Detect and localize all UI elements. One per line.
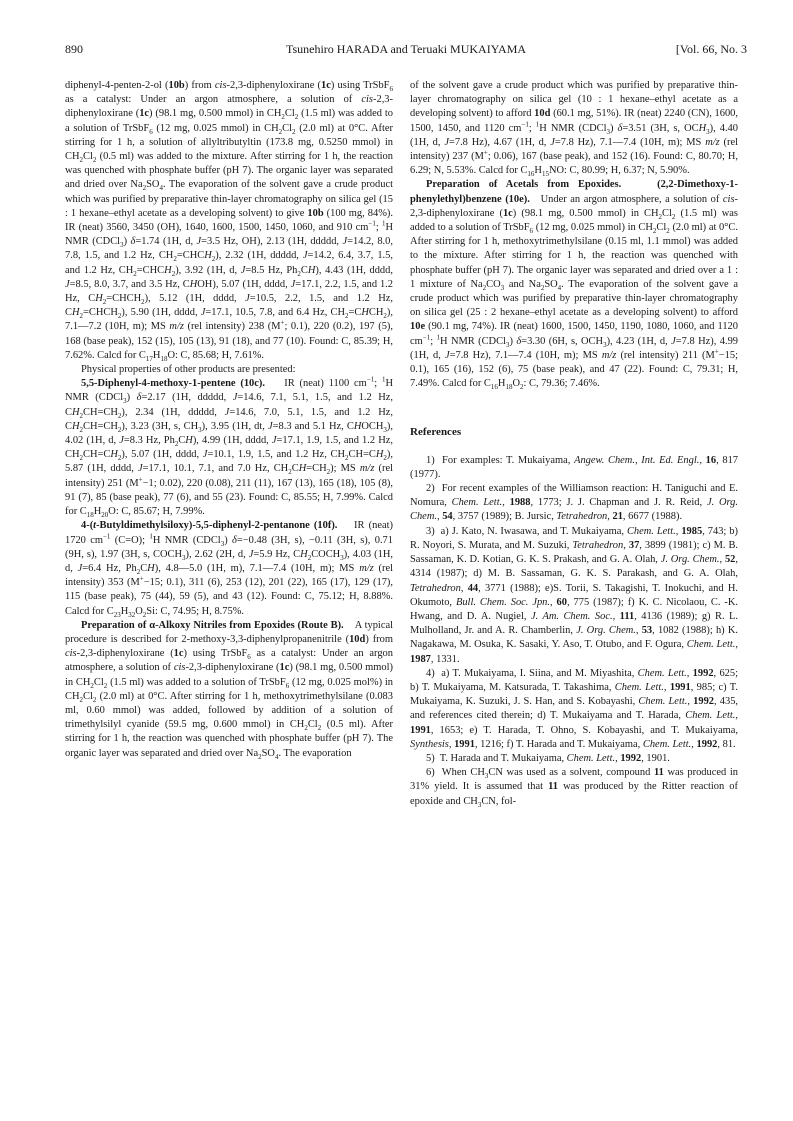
page-number: 890 (65, 42, 83, 56)
body-paragraph: diphenyl-4-penten-2-ol (10b) from cis-2,3-diphenyloxirane (1c) using TrSbF$_6$ as a catalyst: Under an argon atmosphere, a solution of cis-2,3-diphenyloxirane (1c) (98.1 mg, 0.500 mmol) in $CH_2Cl_2$ (1.5 ml) was added to a solution of TrSbF$_6$ (12 mg, 0.025 mmol) in $CH_2Cl_2$ (2.0 ml) at 0°C. After stirring for 1 h, a solution of allyltributyltin (173.8 mg, 0.5250 mmol) in $CH_2Cl_2$ (0.5 ml) was added to the mixture. After stirring for 1 h, the reaction was quenched with phosphate buffer (pH 7). The organic layer was separated and dried over $Na_2SO_4$. The evaporation of the solvent gave a crude product which was purified by preparative thin-layer chromatography on silica gel (15 : 1 hexane–ethyl acetate as a developing solvent) to give 10b (100 mg, 84%). IR (neat) 3560, 3450 (OH), 1640, 1600, 1500, 1450, 1060, and 910 $cm^{-1}$; $^1$H NMR (CDCl$_3$) δ=1.74 (1H, d, J=3.5 Hz, OH), 2.13 (1H, ddddd, J=14.2, 8.0, 7.8, 1.5, and 1.2 Hz, $CH_2=CHCH_2$), 2.32 (1H, ddddd, J=14.2, 6.4, 3.7, 1.5, and 1.2 Hz, $CH_2=CHCH_2$), 3.92 (1H, d, J=8.5 Hz, $Ph_2CH$), 4.43 (1H, dddd, J=8.5, 8.0, 3.7, and 3.5 Hz, CHOH), 5.07 (1H, dddd, J=17.1, 2.2, 1.5, and 1.2 Hz, $CH_2=CHCH_2$), 5.12 (1H, dddd, J=10.5, 2.2, 1.5, and 1.2 Hz, $CH_2=CHCH_2$), 5.90 (1H, dddd, J=17.1, 10.5, 7.8, and 6.4 Hz, $CH_2=CHCH_2$), 7.1—7.2 (10H, m); MS m/z (rel intensity) 238 (M+; 0.1), 220 (0.2), 197 (5), 168 (base peak), 152 (15), 105 (13), 91 (18), and 77 (10). Found: C, 85.39; H, 7.62%. Calcd for $C_{17}H_{18}O$: C, 85.68; H, 7.61%. (65, 80, 393, 363)
body-paragraph: of the solvent gave a crude product which was purified by preparative thin-layer chromatography on silica gel (10 : 1 hexane–ethyl acetate as a developing solvent) to afford 10d (60.1 mg, 51%). IR (neat) 2240 (CN), 1600, 1500, 1450, and 1120 $cm^{-1}$; $^1$H NMR (CDCl$_3$) δ=3.51 (3H, s, $OCH_3$), 4.40 (1H, d, J=7.8 Hz), 4.67 (1H, d, J=7.8 Hz), 7.1—7.4 (10H, m); MS m/z (rel intensity) 237 (M+; 0.06), 167 (base peak), and 152 (16). Found: C, 80.70; H, 6.29; N, 5.53%. Calcd for $C_{16}H_{15}NO$: C, 80.99; H, 6.37; N, 5.90%. (410, 80, 739, 179)
body-paragraph: Preparation of Acetals from Epoxides. (2,2-Dimethoxy-1-phenylethyl)benzene (10e). Under an argon atmosphere, a solution of cis-2,3-diphenyloxirane (1c) (98.1 mg, 0.500 mmol) in $CH_2Cl_2$ (1.5 ml) was added to a solution of TrSbF$_6$ (12 mg, 0.025 mmol) in $CH_2Cl_2$ (2.0 ml) at 0°C. After stirring for 1 h, methoxytrimethylsilane (0.15 ml, 1.1 mmol) was added to the mixture. After stirring for 1 h, the reaction was quenched with phosphate buffer (pH 7). The organic layer was separated and dried over a 1 : 1 mixture of $Na_2CO_3$ and $Na_2SO_4$. The evaporation of the solvent gave a crude product which was purified by preparative thin-layer chromatography on silica gel (25 : 2 hexane–ethyl acetate as a developing solvent) to afford 10e (90.1 mg, 74%). IR (neat) 1600, 1500, 1450, 1190, 1080, 1060, and 1120 $cm^{-1}$; $^1$H NMR (CDCl$_3$) δ=3.30 (6H, s, $OCH_3$), 4.23 (1H, d, J=7.8 Hz), 4.99 (1H, d, J=7.8 Hz), 7.1—7.4 (10H, m); MS m/z (rel intensity) 211 (M+−15; 0.1), 165 (16), 152 (6), 75 (base peak), and 47 (22). Found: C, 79.31; H, 7.49%. Calcd for $C_{16}H_{18}O_2$: C, 79.36; 7.46%. (410, 179, 739, 392)
reference-item: 3) a) J. Kato, N. Iwasawa, and T. Mukaiyama, Chem. Lett., 1985, 743; b) R. Noyori, S. Murata, and M. Suzuki, Tetrahedron, 37, 3899 (1981); c) M. B. Sassaman, K. D. Kotian, G. K. S. Prakash, and G. A. Olah, J. Org. Chem., 52, 4314 (1987); d) M. B. Sassaman, G. K. S. Parakash, and G. A. Olah, Tetrahedron, 44, 3771 (1988); e)S. Torii, S. Takagishi, T. Inokuchi, and H. Okumoto, Bull. Chem. Soc. Jpn., 60, 775 (1987); f) K. C. Nicolaou, C. -K. Hwang, and D. A. Nugiel, J. Am. Chem. Soc., 111, 4136 (1989); g) R. L. Mulholland, Jr. and A. R. Chamberlin, J. Org. Chem., 53, 1082 (1988); h) K. Nagakawa, M. Osuka, K. Sasaki, Y. Aso, T. Otubo, and F. Ogura, Chem. Lett., 1987, 1331. (410, 525, 739, 665)
reference-item: 4) a) T. Mukaiyama, I. Siina, and M. Miyashita, Chem. Lett., 1992, 625; b) T. Mukaiyama, M. Katsurada, T. Takashima, Chem. Lett., 1991, 985; c) T. Mukaiyama, K. Suzuki, J. S. Han, and S. Kobayashi, Chem. Lett., 1992, 435, and references cited therein; d) T. Mukaiyama and T. Harada, Chem. Lett., 1991, 1653; e) T. Harada, T. Ohno, S. Kobayashi, and T. Mukaiyama, Synthesis, 1991, 1216; f) T. Harada and T. Mukaiyama, Chem. Lett., 1992, 81. (410, 667, 739, 750)
running-authors: Tsunehiro HARADA and Teruaki MUKAIYAMA (285, 42, 527, 56)
body-paragraph: 5,5-Diphenyl-4-methoxy-1-pentene (10c). IR (neat) 1100 $cm^{-1}$; $^1$H NMR (CDCl$_3$) δ=2.17 (1H, ddddd, J=14.6, 7.1, 5.1, 1.5, and 1.2 Hz, $CH_2CH=CH_2$), 2.34 (1H, ddddd, J=14.6, 7.0, 5.1, 1.5, and 1.2 Hz, $CH_2CH=CH_2$), 3.23 (3H, s, $CH_3$), 3.95 (1H, dt, J=8.3 and 5.1 Hz, $CHOCH_3$), 4.02 (1H, d, J=8.3 Hz, $Ph_2CH$), 4.99 (1H, dddd, J=17.1, 1.9, 1.5, and 1.2 Hz, $CH_2CH=CH_2$), 5.07 (1H, dddd, J=10.1, 1.9, 1.5, and 1.2 Hz, $CH_2CH=CH_2$), 5.87 (1H, dddd, J=17.1, 10.1, 7.1, and 7.0 Hz, $CH_2CH=CH_2$); MS m/z (rel intensity) 251 (M+−1; 0.02), 220 (0.08), 211 (11), 167 (13), 165 (18), 105 (8), 91 (7), 85 (base peak), 77 (6), and 55 (23). Found: C, 85.55; H, 7.99%. Calcd for $C_{18}H_{20}O$: C, 85.67; H, 7.99%. (65, 375, 394, 520)
reference-item: 6) When $CH_3CN$ was used as a solvent, compound 11 was produced in 31% yield. It is assumed that 11 was produced by the Ritter reaction of epoxide and $CH_3CN$, fol- (410, 767, 739, 809)
reference-item: 2) For recent examples of the Williamson reaction: H. Taniguchi and E. Nomura, Chem. Lett., 1988, 1773; J. J. Chapman and J. R. Reid, J. Org. Chem., 54, 3757 (1989); B. Jursic, Tetrahedron, 21, 6677 (1988). (410, 483, 739, 523)
references-heading: References (410, 426, 462, 439)
reference-item: 1) For examples: T. Mukaiyama, Angew. Chem., Int. Ed. Engl., 16, 817 (1977). (410, 454, 739, 480)
running-header (65, 42, 747, 58)
journal-volume: [Vol. 66, No. 3 (675, 42, 747, 56)
body-paragraph: Physical properties of other products are presented: (81, 364, 296, 376)
left-column (65, 79, 393, 761)
right-column (410, 79, 738, 809)
reference-item: 5) T. Harada and T. Mukaiyama, Chem. Lett., 1992, 1901. (426, 752, 670, 764)
body-paragraph: Preparation of α-Alkoxy Nitriles from Epoxides (Route B). A typical procedure is described for 2-methoxy-3,3-diphenylpropanenitrile (10d) from cis-2,3-diphenyloxirane (1c) using TrSbF$_6$ as a catalyst: Under an argon atmosphere, a solution of cis-2,3-diphenyloxirane (1c) (98.1 mg, 0.500 mmol) in $CH_2Cl_2$ (1.5 ml) was added to a solution of TrSbF$_6$ (12 mg, 0.025 mol%) in $CH_2Cl_2$ (2.0 ml) at 0°C. After stirring for 1 h, methoxytrimethylsilane (0.083 ml, 0.60 mmol) was added, followed by addition of a solution of trimethylsilyl cyanide (59.5 mg, 0.600 mmol) in $CH_2Cl_2$ (0.5 ml). After stirring for 1 h, the reaction was quenched with phosphate buffer (pH 7). The organic layer was separated and dried over $Na_2SO_4$. The evaporation (65, 619, 394, 761)
body-paragraph: 4-(t-Butyldimethylsiloxy)-5,5-diphenyl-2-pentanone (10f). IR (neat) 1720 $cm^{-1}$ (C=O); $^1$H NMR (CDCl$_3$) δ=−0.48 (3H, s), −0.11 (3H, s), 0.71 (9H, s), 1.97 (3H, s, $COCH_3$), 2.62 (2H, d, J=5.9 Hz, $CH_2COCH_3$), 4.03 (1H, d, J=6.4 Hz, $Ph_2CH$), 4.8—5.0 (1H, m), 7.1—7.4 (10H, m); MS m/z (rel intensity) 353 (M+−15; 0.1), 311 (6), 253 (12), 201 (22), 165 (17), 129 (17), 115 (base peak), 75 (44), 59 (5), and 43 (12). Found: C, 75.12; H, 8.88%. Calcd for $C_{23}H_{32}O_2Si$: C, 74.95; H, 8.75%. (65, 520, 393, 619)
